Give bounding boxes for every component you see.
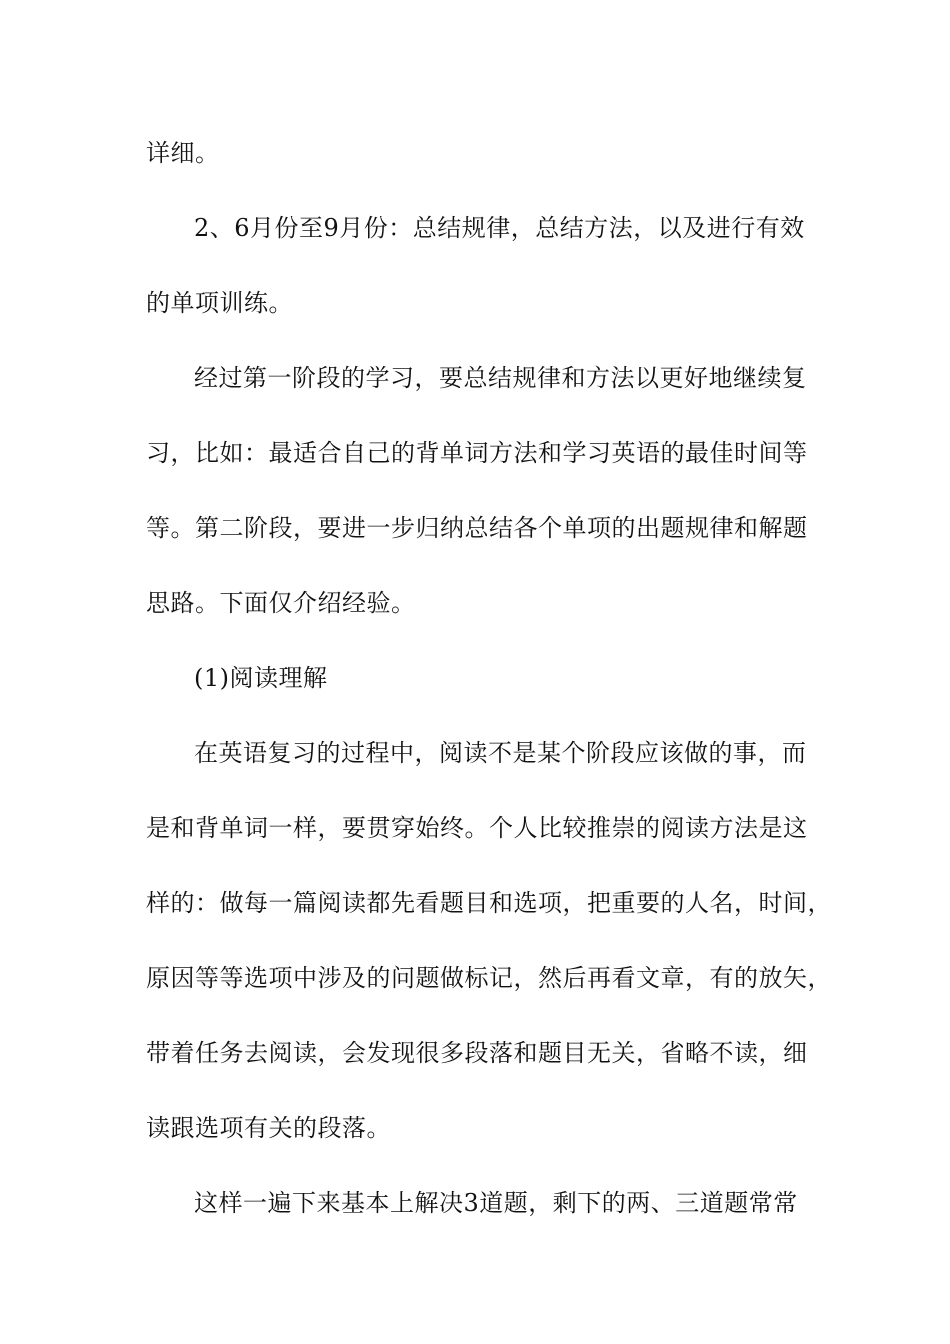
text-line-paragraph-2: 读跟选项有关的段落。 [146, 1114, 391, 1142]
text-line-continuation: 详细。 [146, 139, 220, 167]
text-line-paragraph-2: 带着任务去阅读，会发现很多段落和题目无关，省略不读，细 [146, 1039, 808, 1067]
text-line-paragraph-2: 是和背单词一样，要贯穿始终。个人比较推崇的阅读方法是这 [146, 814, 808, 842]
text-line-paragraph-1: 习，比如：最适合自己的背单词方法和学习英语的最佳时间等 [146, 439, 808, 467]
text-line-paragraph-2: 在英语复习的过程中，阅读不是某个阶段应该做的事，而 [194, 739, 807, 767]
text-line-paragraph-3: 这样一遍下来基本上解决3道题，剩下的两、三道题常常 [194, 1189, 798, 1217]
text-line-paragraph-2: 原因等等选项中涉及的问题做标记，然后再看文章，有的放矢， [146, 964, 832, 992]
text-line-subheading-reading: (1)阅读理解 [194, 664, 328, 692]
text-line-section-2-heading-cont: 的单项训练。 [146, 289, 293, 317]
text-line-section-2-heading: 2、6月份至9月份：总结规律，总结方法，以及进行有效 [194, 214, 805, 242]
text-line-paragraph-2: 样的：做每一篇阅读都先看题目和选项，把重要的人名，时间， [146, 889, 832, 917]
text-line-paragraph-1: 经过第一阶段的学习，要总结规律和方法以更好地继续复 [194, 364, 807, 392]
text-line-paragraph-1: 思路。下面仅介绍经验。 [146, 589, 416, 617]
text-line-paragraph-1: 等。第二阶段，要进一步归纳总结各个单项的出题规律和解题 [146, 514, 808, 542]
